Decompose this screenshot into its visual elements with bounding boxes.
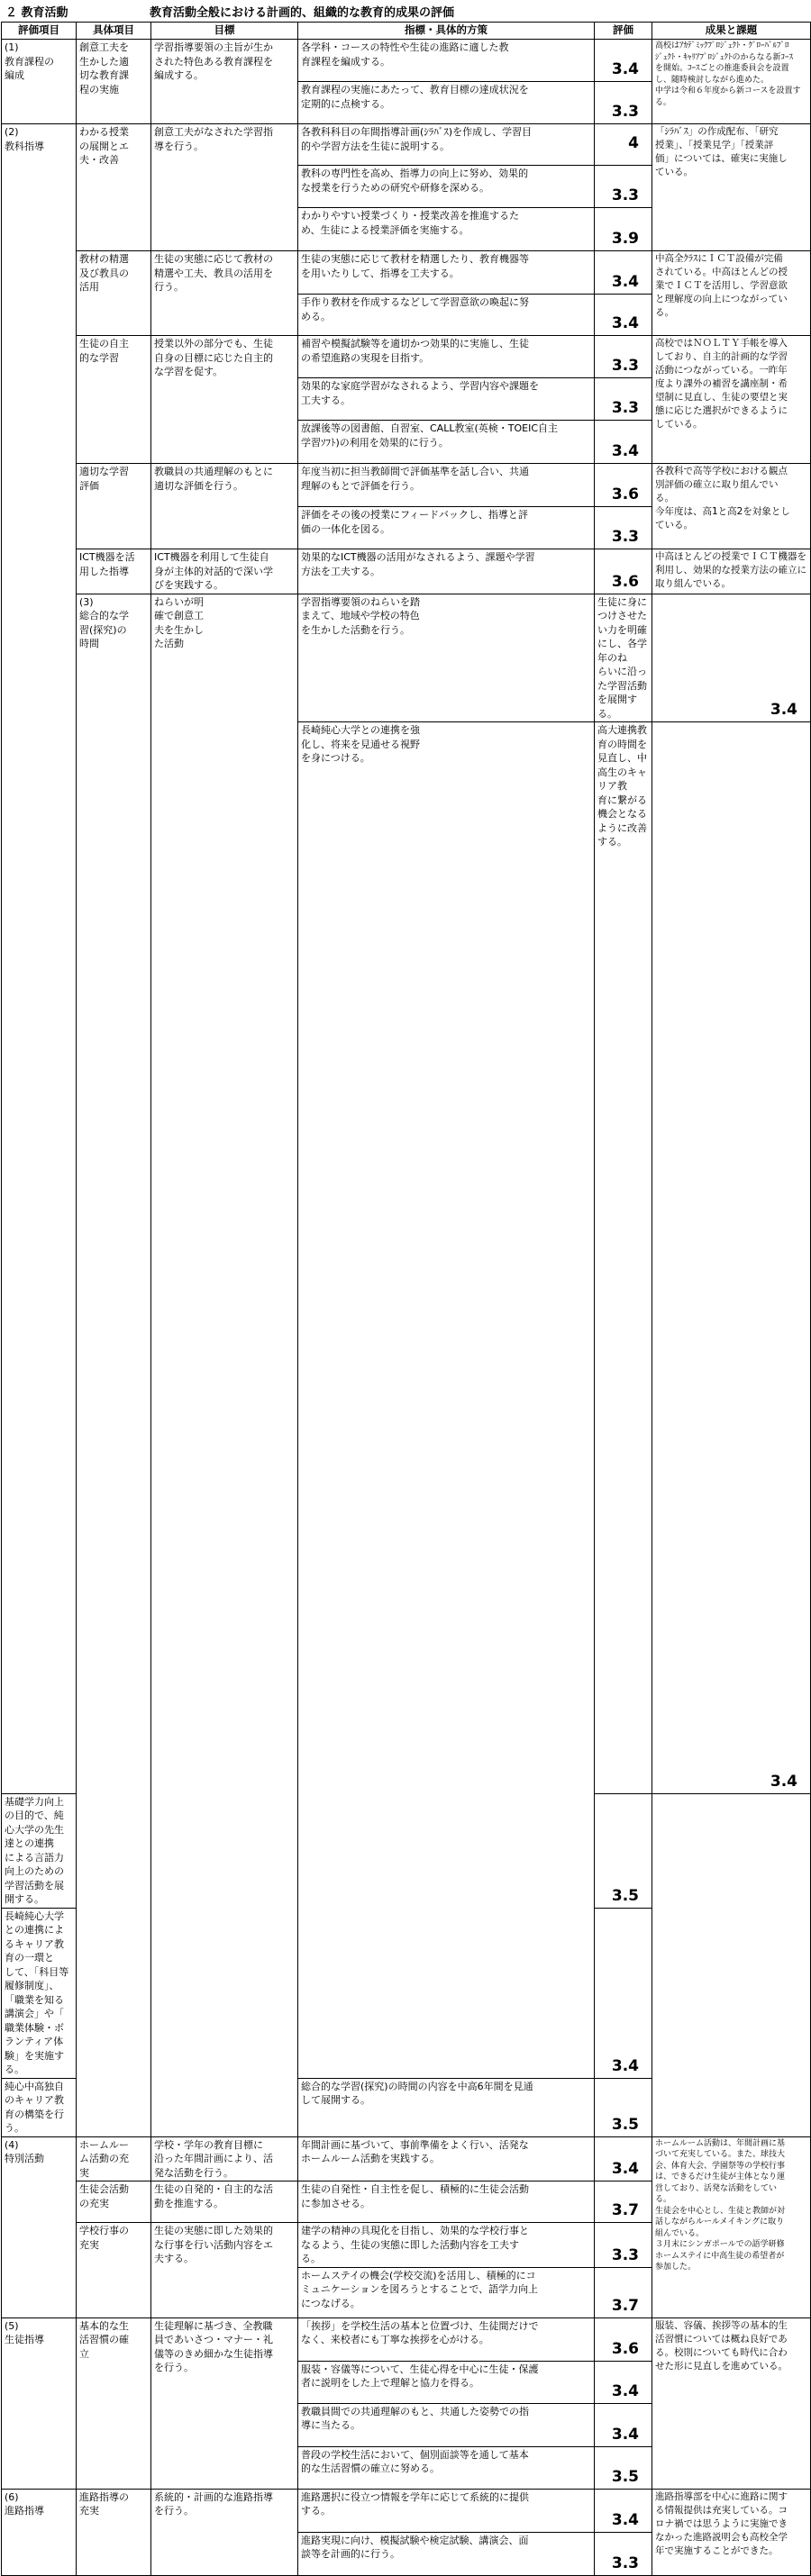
table-row [2, 2489, 811, 2532]
item-cell: わかる授業 の展開とエ 夫・改善 [77, 124, 151, 251]
measure-cell: 手作り教材を作成するなどして学習意欲の喚起に努 める。 [298, 295, 595, 336]
score-cell: 3.5 [595, 2446, 652, 2489]
table-row [2, 2136, 811, 2181]
category-cell: (1) 教育課程の 編成 [2, 40, 77, 124]
measure-cell: ホームステイの機会(学校交流)を活用し、積極的にコ ミュニケーションを図ろうとすることで、語学力向上 につなげる。 [298, 2267, 595, 2317]
table-row [2, 594, 811, 722]
measure-cell: 各学科・コースの特性や生徒の進路に適した教 育課程を編成する。 [298, 40, 595, 82]
category-cell: (5) 生徒指導 [2, 2317, 77, 2489]
col-header-goal: 目標 [151, 23, 298, 40]
section-header [0, 0, 811, 22]
goal-cell: 生徒の実態に即した効果的 な行事を行い活動内容をエ 夫する。 [151, 2223, 298, 2318]
result-cell: 服装、容儀、挨拶等の基本的生 活習慣については概ね良好であ る。校則についても時代に合わ せた形に見直しを進めている。 [652, 2317, 811, 2489]
result-cell: 中高ほとんどの授業でＩＣＴ機器を 利用し、効果的な授業方法の確立に 取り組んでいる。 [652, 549, 811, 594]
score-cell: 3.7 [595, 2181, 652, 2223]
measure-cell: 生徒の自発性・自主性を促し、積極的に生徒会活動 に参加させる。 [298, 2181, 595, 2223]
measure-cell: 各教科科目の年間指導計画(ｼﾗﾊﾞｽ)を作成し、学習目 的や学習方法を生徒に説明する。 [298, 124, 595, 166]
goal-cell: 学習指導要領の主旨が生か された特色ある教育課程を 編成する。 [151, 40, 298, 124]
score-cell: 3.4 [595, 2489, 652, 2532]
score-cell: 3.4 [595, 295, 652, 336]
score-cell: 3.6 [595, 2317, 652, 2361]
result-cell: 高校はｱｶﾃﾞﾐｯｸﾌﾟﾛｼﾞｪｸﾄ・ｸﾞﾛｰﾊﾞﾙﾌﾟﾛ ｼﾞｪｸﾄ・ｷｬﾘｱﾌﾟﾛｼﾞｪｸﾄのからなる新ｺｰｽ を開始。ｺｰｽごとの推進委員会を設置 し、随時検討しながら進めた。 中学は令和６年度から新コースを設置す る。 [652, 40, 811, 124]
measure-cell: 補習や模擬試験等を適切かつ効果的に実施し、生徒 の希望進路の実現を目指す。 [298, 336, 595, 378]
measure-cell: 放課後等の図書館、自習室、CALL教室(英検・TOEIC自主 学習ｿﾌﾄ)の利用を効果的に行う。 [298, 421, 595, 464]
result-cell: ホームルーム活動は、年間計画に基 づいて充実している。また、球技大 会、体育大会、学園祭等の学校行事 は、できるだけ生徒が主体となり運 営しており、活発な活動をしてい る。 生徒会を中心とし、生徒と教師が対 話しながらルールメイキングに取り 組んでいる。 ３月末にシンガポールでの語学研修 ホームステイに中高生徒の希望者が 参加した。 [652, 2136, 811, 2317]
table-row [2, 124, 811, 166]
score-cell: 3.4 [595, 251, 652, 295]
item-cell: ホームルー ム活動の充 実 [77, 2136, 151, 2181]
goal-cell: 創意工夫がなされた学習指 導を行う。 [151, 124, 298, 251]
score-cell: 3.4 [595, 421, 652, 464]
score-cell: 3.6 [595, 464, 652, 507]
measure-cell: 進路実現に向け、模擬試験や検定試験、講演会、面 談等を計画的に行う。 [298, 2532, 595, 2575]
score-cell: 3.4 [595, 1908, 652, 2078]
measure-cell: 生徒の実態に応じて教材を精選したり、教育機器等 を用いたりして、指導を工夫する。 [298, 251, 595, 295]
measure-cell: わかりやすい授業づくり・授業改善を推進するた め、生徒による授業評価を実施する。 [298, 208, 595, 251]
col-header-measures: 指標・具体的方策 [298, 23, 595, 40]
score-cell: 3.3 [595, 2223, 652, 2268]
measure-cell: 教育課程の実施にあたって、教育目標の達成状況を 定期的に点検する。 [298, 82, 595, 124]
measure-cell: 効果的な家庭学習がなされるよう、学習内容や課題を 工夫する。 [298, 378, 595, 421]
category-cell: (4) 特別活動 [2, 2136, 77, 2317]
score-cell: 3.3 [595, 336, 652, 378]
col-header-category: 評価項目 [2, 23, 77, 40]
table-row [2, 2317, 811, 2361]
col-header-item: 具体項目 [77, 23, 151, 40]
measure-cell: 教職員間での共通理解のもと、共通した姿勢での指 導に当たる。 [298, 2403, 595, 2446]
goal-cell: 教職員の共通理解のもとに 適切な評価を行う。 [151, 464, 298, 549]
measure-cell: 基礎学力向上の目的で、純心大学の先生達との連携 による言語力向上のための学習活動を展開する。 [2, 1793, 77, 1908]
table-row [2, 251, 811, 295]
item-cell: 生徒会活動 の充実 [77, 2181, 151, 2223]
score-cell: 3.4 [595, 40, 652, 82]
measure-cell: 生徒に身につけさせたい力を明確にし、各学年のね らいに沿った学習活動を展開する。 [595, 594, 652, 722]
score-cell: 3.5 [595, 2078, 652, 2136]
measure-cell: 普段の学校生活において、個別面談等を通して基本 的な生活習慣の確立に努める。 [298, 2446, 595, 2489]
score-cell: 3.4 [595, 2403, 652, 2446]
score-cell: 4 [595, 124, 652, 166]
goal-cell: 学習指導要領のねらいを踏 まえて、地域や学校の特色 を生かした活動を行う。 [298, 594, 595, 722]
measure-cell: 年度当初に担当教師間で評価基準を話し合い、共通 理解のもとで評価を行う。 [298, 464, 595, 507]
table-row [2, 336, 811, 378]
score-cell: 3.3 [595, 82, 652, 124]
item-cell: 適切な学習 評価 [77, 464, 151, 549]
score-cell: 3.4 [652, 594, 811, 722]
measure-cell: 評価をその後の授業にフィードバックし、指導と評 価の一体化を図る。 [298, 507, 595, 549]
result-cell: 高校ではＮＯＬＴＹ手帳を導入 しており、自主的計画的な学習 活動につながっている。一昨年 度より課外の補習を講座制・希 望制に見直し、生徒の要望と実 態に応じた選択ができるように している。 [652, 336, 811, 464]
item-cell: 生徒の自主 的な学習 [77, 336, 151, 464]
goal-cell: 生徒理解に基づき、全教職 員であいさつ・マナー・礼 儀等のきめ細かな生徒指導 を行う。 [151, 2317, 298, 2489]
result-cell: 進路指導部を中心に進路に関す る情報提供は充実している。コ ロナ禍では思うように実施でき なかった進路説明会も高校全学 年で実施することができた。 [652, 2489, 811, 2575]
category-cell: (2) 教科指導 [2, 124, 77, 1794]
table-row [2, 464, 811, 507]
goal-cell: 生徒の自発的・自主的な活 動を推進する。 [151, 2181, 298, 2223]
score-cell: 3.4 [595, 2136, 652, 2181]
score-cell: 3.3 [595, 2532, 652, 2575]
score-cell: 3.7 [595, 2267, 652, 2317]
score-cell: 3.6 [595, 549, 652, 594]
measure-cell: 建学の精神の具現化を目指し、効果的な学校行事と なるよう、生徒の実態に即した活動内容を工夫す る。 [298, 2223, 595, 2268]
goal-cell: 系統的・計画的な進路指導 を行う。 [151, 2489, 298, 2575]
table-header-row [2, 23, 811, 40]
item-cell: 進路指導の 充実 [77, 2489, 151, 2575]
measure-cell: 服装・容儀等について、生徒心得を中心に生徒・保護 者に説明をした上で理解と協力を得る。 [298, 2361, 595, 2403]
category-cell: (6) 進路指導 [2, 2489, 77, 2575]
col-header-result: 成果と課題 [652, 23, 811, 40]
measure-cell: 高大連携教育の時間を見直し、中高生のキャリア教 育に繋がる機会となるように改善する。 [595, 722, 652, 1794]
score-cell: 3.3 [595, 507, 652, 549]
measure-cell: 年間計画に基づいて、事前準備をよく行い、活発な ホームルーム活動を実践する。 [298, 2136, 595, 2181]
item-cell: ねらいが明 確で創意工 夫を生かし た活動 [151, 594, 298, 2136]
goal-cell: 学校・学年の教育目標に 沿った年間計画により、活 発な活動を行う。 [151, 2136, 298, 2181]
score-cell: 3.3 [595, 378, 652, 421]
section-description: 教育活動全般における計画的、組織的な教育的成果の評価 [150, 5, 455, 20]
item-cell: ICT機器を活 用した指導 [77, 549, 151, 594]
score-cell: 3.5 [595, 1793, 652, 1908]
measure-cell: 長崎純心大学との連携によるキャリア教育の一環と して、「科目等履修制度」、「職業を知る講演会」や「 職業体験・ボランティア体験」を実施する。 [2, 1908, 77, 2078]
score-cell: 3.4 [595, 2361, 652, 2403]
measure-cell: 「挨拶」を学校生活の基本と位置づけ、生徒間だけで なく、来校者にも丁寧な挨拶を心がける。 [298, 2317, 595, 2361]
col-header-score: 評価 [595, 23, 652, 40]
score-cell: 3.3 [595, 166, 652, 208]
item-cell: 学校行事の 充実 [77, 2223, 151, 2318]
table-row [2, 549, 811, 594]
goal-cell: ICT機器を利用して生徒自 身が主体的対話的で深い学 びを実践する。 [151, 549, 298, 594]
measure-cell: 進路選択に役立つ情報を学年に応じて系統的に提供 する。 [298, 2489, 595, 2532]
result-cell: 各教科で高等学校における観点 別評価の確立に取り組んでい る。 今年度は、高1と高2を対象とし ている。 [652, 464, 811, 549]
category-cell: (3) 総合的な学 習(探究)の 時間 [77, 594, 151, 2136]
section-number-title: ２ 教育活動 [5, 5, 68, 20]
evaluation-table [1, 22, 811, 2576]
item-cell: 教材の精選 及び教具の 活用 [77, 251, 151, 336]
item-cell: 基本的な生 活習慣の確 立 [77, 2317, 151, 2489]
score-cell: 3.9 [595, 208, 652, 251]
measure-cell: 総合的な学習(探究)の時間の内容を中高6年間を見通 して展開する。 [298, 2078, 595, 2136]
result-cell: 中高全ｸﾗｽにＩＣＴ設備が完備 されている。中高ほとんどの授 業でＩＣＴを活用し、学習意欲 と理解度の向上につながってい る。 [652, 251, 811, 336]
goal-cell: 授業以外の部分でも、生徒 自身の目標に応じた自主的 な学習を促す。 [151, 336, 298, 464]
result-cell: 「ｼﾗﾊﾞｽ」の作成配布、「研究 授業」、「授業見学」「授業評 価」については、確実に実施し ている。 [652, 124, 811, 251]
goal-cell: 純心中高独自のキャリア教 育の構築を行う。 [2, 2078, 77, 2136]
item-cell: 創意工夫を 生かした適 切な教育課 程の実施 [77, 40, 151, 124]
score-cell: 3.4 [652, 722, 811, 1794]
measure-cell: 教科の専門性を高め、指導力の向上に努め、効果的 な授業を行うための研究や研修を深める。 [298, 166, 595, 208]
table-row [2, 40, 811, 82]
measure-cell: 効果的なICT機器の活用がなされるよう、課題や学習 方法を工夫する。 [298, 549, 595, 594]
goal-cell: 長崎純心大学との連携を強 化し、将来を見通せる視野 を身につける。 [298, 722, 595, 2079]
goal-cell: 生徒の実態に応じて教材の 精選や工夫、教具の活用を 行う。 [151, 251, 298, 336]
